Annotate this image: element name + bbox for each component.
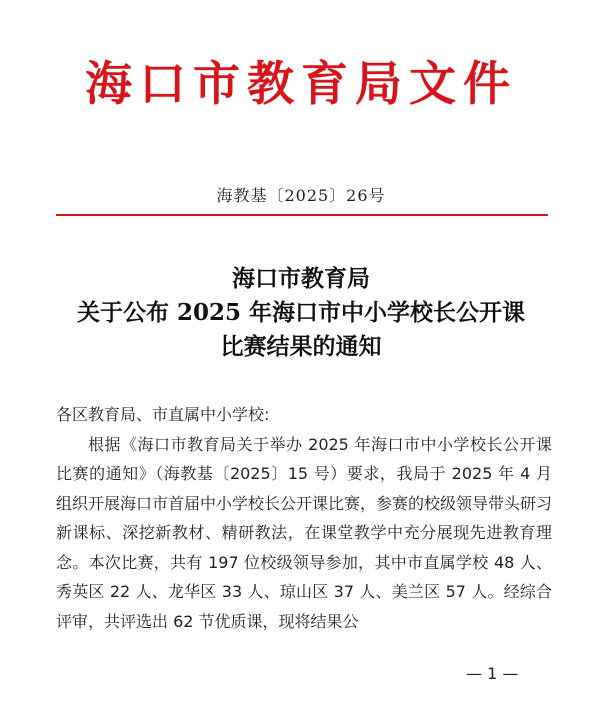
title-line-2: 关于公布 2025 年海口市中小学校长公开课 — [76, 299, 526, 326]
notice-title — [0, 262, 602, 364]
document-header-title: 海口市教育局文件 — [85, 57, 517, 112]
document-number: 海教基〔2025〕26号 — [216, 186, 386, 205]
body-paragraph: 根据《海口市教育局关于举办 2025 年海口市中小学校长公开课比赛的通知》（海教基〔2025〕15 号）要求，我局于 2025 年 4 月组织开展海口市首届中小学校长公开课比赛，参赛的校级领导带头研习新课标、深挖新教材、精研教法，在课堂教学中充分展现先进教育理念。本次比赛，共有 197 位校级领导参加，其中市直属学校 48 人、秀英区 22 人、龙华区 33 人、琼山区 37 人、美兰区 57 人。经综合评审，共评选出 62 节优质课，现将结果公 — [56, 434, 553, 631]
header-divider — [56, 214, 548, 216]
notice-body — [56, 400, 552, 636]
page-number: — 1 — — [466, 664, 519, 683]
addressee: 各区教育局、市直属中小学校: — [56, 405, 270, 424]
title-line-1: 海口市教育局 — [232, 265, 370, 292]
title-line-3: 比赛结果的通知 — [220, 333, 382, 360]
